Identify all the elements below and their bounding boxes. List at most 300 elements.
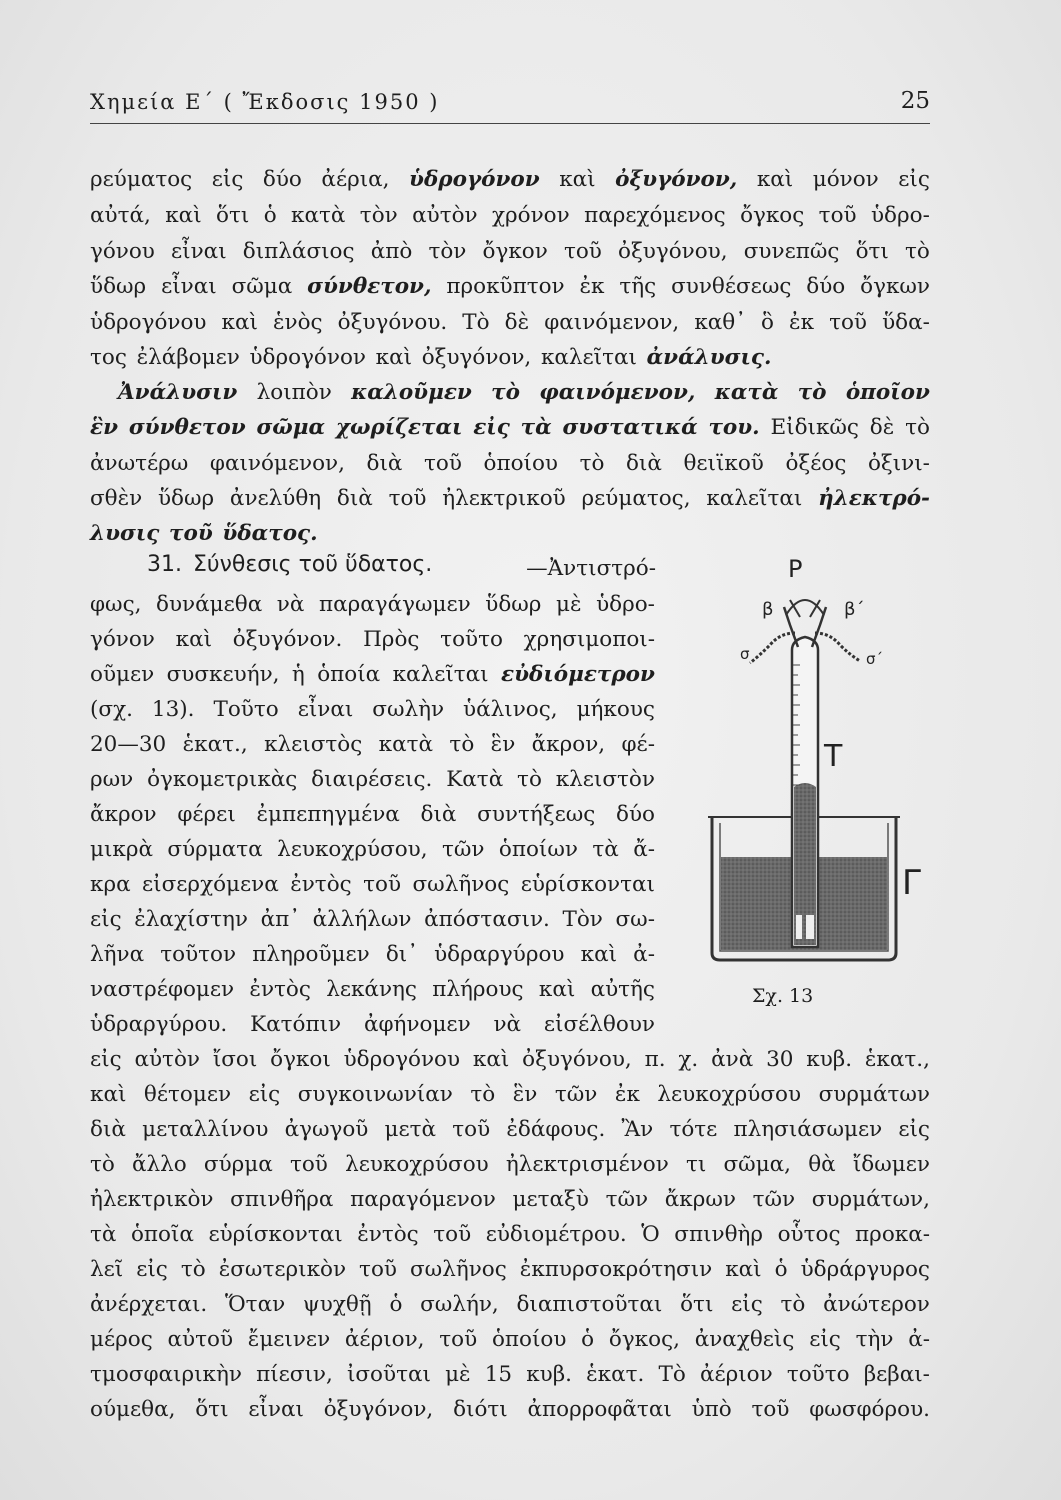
word: λεῖ xyxy=(90,1257,124,1282)
word: ἀναχθεὶς xyxy=(694,1327,795,1352)
word: Τὸ xyxy=(658,1362,686,1387)
word: τοῦ xyxy=(169,521,213,546)
word: ὑπὸ xyxy=(691,1397,732,1422)
word: του. xyxy=(708,415,760,440)
word: καλεῖται xyxy=(706,486,803,511)
section-heading xyxy=(147,547,432,582)
word: τοῦ xyxy=(818,203,857,228)
word: ὑδρογόνον xyxy=(249,345,366,370)
word: ἑκατ., xyxy=(182,732,248,757)
word: ρεύματος xyxy=(90,167,193,192)
word: ὄγκων xyxy=(860,274,930,299)
word: ὁ xyxy=(263,203,277,228)
word: ρεύματος, xyxy=(581,486,691,511)
word: τῶν xyxy=(554,1082,598,1107)
word: τοῦ xyxy=(359,1257,397,1282)
text-line xyxy=(90,340,930,375)
text-line xyxy=(90,1357,930,1392)
word: σύρματα xyxy=(167,837,263,862)
word: ἀέριον, xyxy=(344,1327,425,1352)
word: σωλήν, xyxy=(420,1292,499,1317)
word: αὐτὸν xyxy=(412,203,478,228)
word: ναστρέφομεν xyxy=(90,977,235,1002)
word: συσκευήν, xyxy=(166,662,280,687)
word: δυνάμεθα xyxy=(156,592,263,617)
text-line xyxy=(90,727,655,762)
word: 15 xyxy=(484,1362,513,1387)
word: μεταλλίνου xyxy=(142,1117,269,1142)
word: τοῦτο xyxy=(440,627,503,652)
eudiometer-figure xyxy=(700,555,940,1005)
word: ὁποία xyxy=(317,662,381,687)
word: ὀγκομετρικὰς xyxy=(147,767,298,792)
word: σωλῆνος xyxy=(412,872,510,897)
word: νὰ xyxy=(276,592,305,617)
word: κλειστὸν xyxy=(555,767,655,792)
word: ἀνάλυσις. xyxy=(646,345,772,370)
text-line xyxy=(90,410,930,445)
word: δὲ xyxy=(869,415,895,440)
word: εἶναι xyxy=(161,274,217,299)
word: κατὰ xyxy=(714,380,779,405)
running-header xyxy=(90,88,930,124)
word: ὑδράργυρος xyxy=(800,1257,930,1282)
word: ούμεθα, xyxy=(90,1397,176,1422)
word: ὕδωρ xyxy=(90,274,147,299)
word: ὅτι xyxy=(216,203,250,228)
label-sigma: σ xyxy=(740,645,750,663)
word: τοῦτο xyxy=(786,1362,850,1387)
text-line xyxy=(90,516,930,551)
word: εἰς xyxy=(731,1292,763,1317)
text-line xyxy=(90,1042,930,1077)
word: πίεσιν, xyxy=(256,1362,333,1387)
word: χ. xyxy=(678,1047,699,1072)
word: τὸ xyxy=(579,451,605,476)
word: κυβ. xyxy=(806,1047,853,1072)
word: χρόνον xyxy=(492,203,570,228)
word: ὑάλινος, xyxy=(463,697,558,722)
word: διὰ xyxy=(90,1117,126,1142)
word: χωρίζεται xyxy=(335,415,463,440)
word: εἰς xyxy=(898,1117,930,1142)
word: ὁ xyxy=(774,1257,788,1282)
word: Ὅταν xyxy=(224,1292,286,1317)
word: κλειστὸς xyxy=(264,732,363,757)
word: ἐντὸς xyxy=(290,872,352,897)
word: ὕδα- xyxy=(882,310,930,335)
word: κατὰ xyxy=(378,732,434,757)
word: εὐδιόμετρον xyxy=(501,662,655,687)
word: καλεῖται xyxy=(392,662,489,687)
word: ὁποίου xyxy=(483,451,558,476)
word: αὐτά, xyxy=(90,203,151,228)
eudiometer-drawing xyxy=(700,555,940,985)
word: συρμάτων, xyxy=(811,1187,930,1212)
word: ὕδατος. xyxy=(222,521,318,546)
word: καὶ xyxy=(90,1082,127,1107)
text-line xyxy=(90,1077,930,1112)
word: καὶ xyxy=(175,627,213,652)
label-rho: Ρ xyxy=(788,555,803,583)
word: δι᾽ xyxy=(385,942,418,967)
word: ἀνωτέρω xyxy=(90,451,189,476)
word: ἓν xyxy=(90,415,118,440)
word: φαινόμενον, xyxy=(544,310,680,335)
word: καὶ xyxy=(538,977,576,1002)
word: ἄκρων xyxy=(664,1187,736,1212)
word: σπινθῆρα xyxy=(230,1187,334,1212)
word: τὸ xyxy=(180,1257,206,1282)
word: ὀξινι- xyxy=(867,451,930,476)
word: ἐκπυρσοκρότησιν xyxy=(519,1257,713,1282)
word: δύο xyxy=(262,167,302,192)
word: οῦμεν xyxy=(90,662,155,687)
text-line xyxy=(90,587,655,622)
word: Εἰδικῶς xyxy=(770,415,859,440)
word: τι xyxy=(685,1152,707,1177)
word: συγκοινωνίαν xyxy=(297,1082,453,1107)
word: προκῦπτον xyxy=(446,274,565,299)
word: ὄγκοι xyxy=(270,1047,331,1072)
word: ὕδωρ xyxy=(157,486,215,511)
word: τότε xyxy=(669,1117,718,1142)
word: ἀνὰ xyxy=(711,1047,754,1072)
word: μικρὰ xyxy=(90,837,153,862)
word: εἰς xyxy=(90,1047,122,1072)
word: ἑκατ., xyxy=(864,1047,930,1072)
word: ἐκ xyxy=(579,274,605,299)
word: ὁποῖα xyxy=(130,1222,194,1247)
word: μόνον xyxy=(812,167,879,192)
word: δύο xyxy=(616,802,655,827)
word: συνθέσεως xyxy=(671,274,792,299)
word: ἠλεκτρικὸν xyxy=(90,1187,214,1212)
word: 30 xyxy=(766,1047,794,1072)
word: ρων xyxy=(90,767,134,792)
word: παρεχόμενος xyxy=(584,203,726,228)
word: π. xyxy=(644,1047,666,1072)
word: ἠλεκτρισμένον xyxy=(505,1152,669,1177)
word: σθὲν xyxy=(90,486,143,511)
word: φωσφόρου. xyxy=(809,1397,930,1422)
word: Τὸ xyxy=(462,310,490,335)
word: λευκοχρύσου xyxy=(657,1082,802,1107)
word: ὀξυγόνου, xyxy=(618,239,728,264)
word: ὅτι xyxy=(680,1292,714,1317)
word: Κατὰ xyxy=(446,767,504,792)
word: μεταξὺ xyxy=(512,1187,589,1212)
word: διαιρέσεις. xyxy=(311,767,433,792)
label-beta-prime: β΄ xyxy=(844,599,865,620)
word: τὸ xyxy=(905,239,930,264)
word: τοῦ xyxy=(424,451,462,476)
word: ἀνώτερον xyxy=(823,1292,930,1317)
word: αὐτὸν xyxy=(134,1047,200,1072)
word: καὶ xyxy=(375,345,413,370)
word: ἀνέρχεται. xyxy=(90,1292,208,1317)
text-line xyxy=(90,762,655,797)
word: μετὰ xyxy=(384,1117,437,1142)
word: ἰσοῦται xyxy=(346,1362,431,1387)
section-number: 31. xyxy=(147,552,182,577)
word: ὀξυγόνον, xyxy=(421,345,532,370)
word: ὀξυγόνου, xyxy=(522,1047,632,1072)
word: ἀγωγοῦ xyxy=(284,1117,369,1142)
word: ἄκρον, xyxy=(531,732,606,757)
word: ἐλάβομεν xyxy=(136,345,240,370)
word: λῆνα xyxy=(90,942,145,967)
word: τῆς xyxy=(619,274,657,299)
word: ἐδάφους. xyxy=(506,1117,606,1142)
word: ἐντὸς xyxy=(249,977,311,1002)
word: 20—30 xyxy=(90,732,167,757)
word: Ὁ xyxy=(641,1222,660,1247)
word: ἀ- xyxy=(633,942,655,967)
word: Τὸν xyxy=(562,907,603,932)
word: ὄγκος, xyxy=(608,1327,680,1352)
text-line xyxy=(90,972,655,1007)
word: ἄκρον xyxy=(90,802,157,827)
word: τὸν xyxy=(359,203,398,228)
word: ἴσοι xyxy=(212,1047,258,1072)
text-line xyxy=(90,1322,930,1357)
text-line xyxy=(90,1252,930,1287)
word: ὀξυγόνον, xyxy=(323,1397,434,1422)
word: τῶν xyxy=(752,1187,796,1212)
word: ἀέριον xyxy=(699,1362,773,1387)
word: ἐντὸς xyxy=(357,1222,419,1247)
word: σύνθετον xyxy=(128,415,246,440)
word: διὰ xyxy=(336,486,373,511)
word: λευκοχρύσου xyxy=(345,1152,489,1177)
word: θέτομεν xyxy=(143,1082,232,1107)
word: ὄγκος xyxy=(740,203,805,228)
word: ἐκ xyxy=(789,310,815,335)
word: διπλάσιος xyxy=(242,239,355,264)
word: εἰσέλθουν xyxy=(543,1012,655,1037)
text-line xyxy=(90,1392,930,1427)
text-line xyxy=(90,902,655,937)
word: παραγάγωμεν xyxy=(318,592,471,617)
word: μὲ xyxy=(556,592,582,617)
word: τὴν xyxy=(855,1327,894,1352)
word: τοῦ xyxy=(289,1152,328,1177)
text-line xyxy=(90,832,655,867)
word: μὲ xyxy=(445,1362,471,1387)
word: ἐκ xyxy=(614,1082,640,1107)
word: μέρος xyxy=(90,1327,153,1352)
word: ἐμπεπηγμένα xyxy=(256,802,400,827)
label-sigma-prime: σ΄ xyxy=(866,650,884,668)
word: ὑδραργύρου xyxy=(434,942,565,967)
word: ἴδωμεν xyxy=(852,1152,930,1177)
word: γόνον xyxy=(90,627,155,652)
word: ὑδρο- xyxy=(596,592,655,617)
word: καλεῖται xyxy=(540,345,637,370)
text-line xyxy=(90,797,655,832)
word: φέ- xyxy=(621,732,655,757)
word: ὑδραργύρου. xyxy=(90,1012,228,1037)
word: ἀπ᾽ xyxy=(260,907,300,932)
word: πληροῦμεν xyxy=(252,942,370,967)
word: τὸ xyxy=(797,380,827,405)
word: τμοσφαιρικὴν xyxy=(90,1362,242,1387)
word: τοῦ xyxy=(452,1117,491,1142)
word: τοῦ xyxy=(751,1397,790,1422)
word: Ἀνάλυσιν xyxy=(118,380,238,405)
word: ὁποίων xyxy=(498,837,578,862)
word: κυβ. xyxy=(526,1362,572,1387)
word: οὗτος xyxy=(777,1222,841,1247)
word: τοῦτον xyxy=(160,942,237,967)
word: αὐτῆς xyxy=(590,977,655,1002)
text-line xyxy=(90,446,930,481)
word: τὰ xyxy=(520,415,552,440)
word: τὸ xyxy=(90,1152,115,1177)
word: πλησιάσωμεν xyxy=(733,1117,883,1142)
word: ὀξέος xyxy=(785,451,847,476)
word: Πρὸς xyxy=(363,627,420,652)
word: φέρει xyxy=(177,802,236,827)
word: γόνου xyxy=(90,239,155,264)
text-line xyxy=(90,622,655,657)
word: ἐλαχίστην xyxy=(134,907,248,932)
word: ὀξυγόνον. xyxy=(232,627,343,652)
word: ἡ xyxy=(291,662,305,687)
word: συρμάτων xyxy=(818,1082,930,1107)
word: διαπιστοῦται xyxy=(516,1292,663,1317)
text-line xyxy=(90,1287,930,1322)
word: τὸ xyxy=(491,380,520,405)
word: τοῦ xyxy=(388,486,427,511)
word: ὁποῖον xyxy=(845,380,930,405)
word: εἶναι xyxy=(297,697,354,722)
word: Ἂν xyxy=(621,1117,654,1142)
word: φαινόμενον, xyxy=(209,451,345,476)
word: διὰ xyxy=(366,451,403,476)
word: καθ᾽ xyxy=(694,310,746,335)
word: σω- xyxy=(615,907,655,932)
word: ὀξυγόνου. xyxy=(337,310,448,335)
word: ἄ- xyxy=(633,837,655,862)
word: συντήξεως xyxy=(477,802,596,827)
word: κρα xyxy=(90,872,131,897)
section-title: Σύνθεσις τοῦ ὕδατος. xyxy=(193,552,433,577)
page-number: 25 xyxy=(900,88,930,114)
word: ἠλεκτρικοῦ xyxy=(442,486,566,511)
word: φως, xyxy=(90,592,142,617)
word: τοῦ xyxy=(563,239,602,264)
text-line xyxy=(90,305,930,340)
word: εἰς xyxy=(473,415,510,440)
word: μήκους xyxy=(576,697,655,722)
word: φαινόμενον, xyxy=(539,380,696,405)
word: ὅτι xyxy=(855,239,889,264)
word: ὕδωρ xyxy=(485,592,542,617)
word: τῶν xyxy=(605,1187,649,1212)
word: εἰς xyxy=(211,167,244,192)
word: Τοῦτο xyxy=(213,697,279,722)
word: λοιπὸν xyxy=(256,380,332,405)
word: δύο xyxy=(806,274,846,299)
word: καὶ xyxy=(580,942,618,967)
word: τος xyxy=(90,345,127,370)
word: σύρμα xyxy=(203,1152,273,1177)
word: εἶναι xyxy=(248,1397,304,1422)
word: εὑρίσκονται xyxy=(208,1222,343,1247)
word: ἔμεινεν xyxy=(247,1327,331,1352)
word: ὑδρογόνον xyxy=(409,167,540,192)
word: εἰς xyxy=(809,1327,841,1352)
word: εἶναι xyxy=(171,239,227,264)
word: ἑκατ. xyxy=(586,1362,645,1387)
word: καὶ xyxy=(472,1047,510,1072)
word: εἰσερχόμενα xyxy=(142,872,279,897)
word: ἄλλο xyxy=(132,1152,187,1177)
word: βεβαι- xyxy=(863,1362,930,1387)
text-line xyxy=(90,657,655,692)
word: σῶμα xyxy=(231,274,293,299)
text-line xyxy=(90,1007,655,1042)
word: σωλὴν xyxy=(372,697,445,722)
text-line xyxy=(90,1147,930,1182)
text-line xyxy=(90,269,930,304)
word: ἀέρια, xyxy=(321,167,390,192)
word: ὃ xyxy=(761,310,774,335)
word: αὐτοῦ xyxy=(167,1327,234,1352)
word: καὶ xyxy=(725,1257,762,1282)
text-line xyxy=(90,937,655,972)
text-line xyxy=(90,1217,930,1252)
word: ψυχθῇ xyxy=(302,1292,372,1317)
word: ἀπορροφᾶται xyxy=(527,1397,672,1422)
word: συστατικά xyxy=(562,415,698,440)
word: σῶμα xyxy=(256,415,326,440)
text-line xyxy=(90,867,655,902)
word: τὰ xyxy=(90,1222,117,1247)
text-line xyxy=(90,1112,930,1147)
word: τὸ xyxy=(905,415,930,440)
label-tau: Τ xyxy=(824,739,843,774)
word: πλήρους xyxy=(432,977,524,1002)
word: ἀπόστασιν. xyxy=(424,907,550,932)
label-gamma: Γ xyxy=(902,863,921,903)
text-line xyxy=(90,481,930,516)
header-rule xyxy=(90,123,930,125)
word: τοῦ xyxy=(433,1222,472,1247)
word: τὸν xyxy=(428,239,467,264)
word: ὑδρογόνου xyxy=(343,1047,461,1072)
word: καὶ xyxy=(165,203,202,228)
word: καὶ xyxy=(756,167,794,192)
word: τὰ xyxy=(592,837,619,862)
word: τὸ xyxy=(517,767,542,792)
word: λεκάνης xyxy=(326,977,417,1002)
word: σωλῆνος xyxy=(409,1257,507,1282)
word: τὸ xyxy=(780,1292,806,1317)
word: τοῦ xyxy=(439,1327,478,1352)
text-line xyxy=(90,1182,930,1217)
word: ἀλλήλων xyxy=(312,907,412,932)
word: σύνθετον, xyxy=(307,274,432,299)
word: ἓν xyxy=(512,1082,538,1107)
word: τῶν xyxy=(442,837,485,862)
word: χρησιμοποι- xyxy=(523,627,655,652)
word: διότι xyxy=(453,1397,508,1422)
text-line xyxy=(90,692,655,727)
word: (σχ. xyxy=(90,697,133,722)
